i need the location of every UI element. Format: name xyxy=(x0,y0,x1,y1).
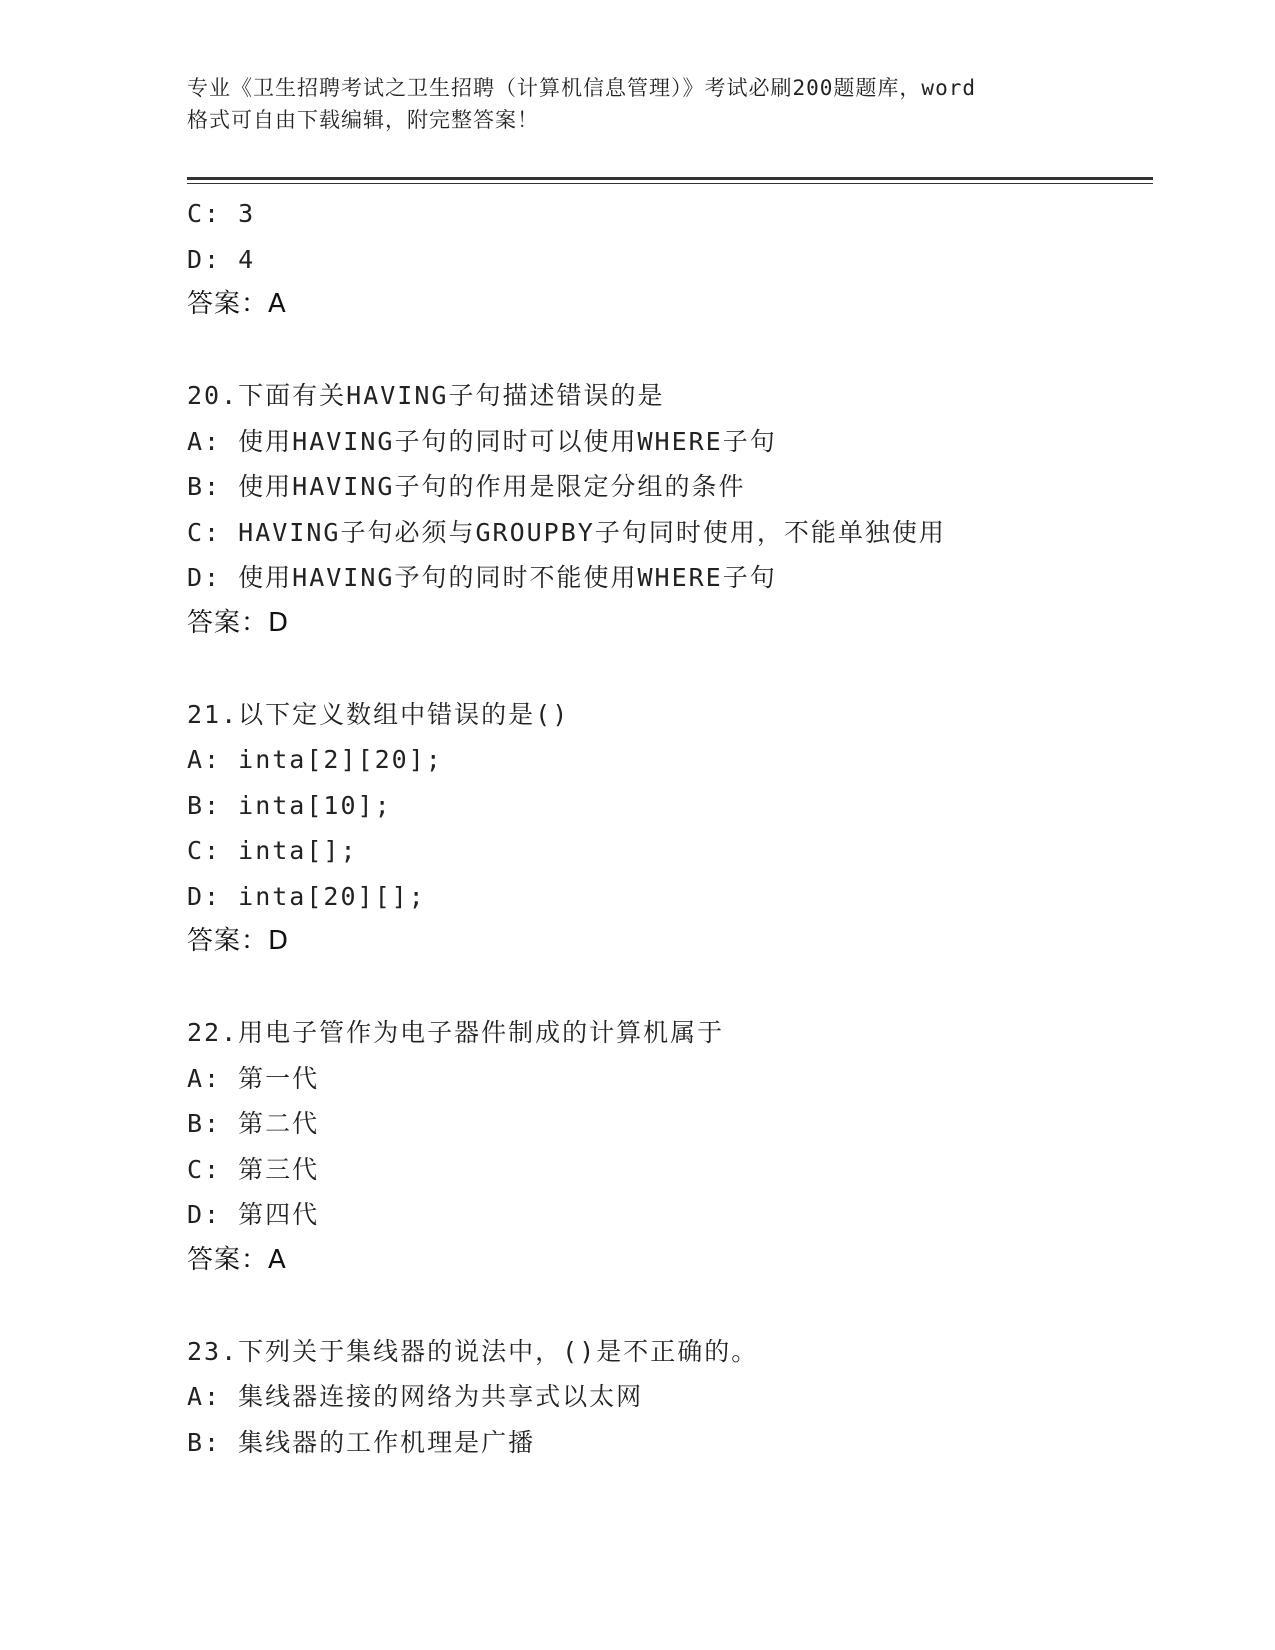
answer-line: 答案：D xyxy=(187,607,290,638)
answer-line: 答案：A xyxy=(187,289,287,319)
option-a: A: 第一代 xyxy=(187,1063,320,1093)
option-b: B: 第二代 xyxy=(187,1109,320,1138)
block-spacer xyxy=(187,1283,1153,1329)
question-stem: 22.用电子管作为电子器件制成的计算机属于 xyxy=(187,1018,725,1047)
question-block xyxy=(187,373,1153,692)
option-c: C: 第三代 xyxy=(187,1154,320,1184)
question-stem: 20.下面有关HAVING子句描述错误的是 xyxy=(187,381,665,410)
option-d: D: 4 xyxy=(187,244,256,274)
question-block xyxy=(187,191,1153,373)
document-header xyxy=(187,72,1087,136)
question-block xyxy=(187,692,1153,1011)
option-b: B: 使用HAVING子句的作用是限定分组的条件 xyxy=(187,472,746,501)
option-c: C: 3 xyxy=(187,199,256,228)
option-b: B: 集线器的工作机理是广播 xyxy=(187,1427,536,1457)
question-stem: 21.以下定义数组中错误的是() xyxy=(187,699,570,729)
answer-line: 答案：A xyxy=(187,1244,287,1275)
question-block xyxy=(187,1010,1153,1329)
option-d: D: 使用HAVING予句的同时不能使用WHERE子句 xyxy=(187,563,777,592)
header-line-1: 专业《卫生招聘考试之卫生招聘（计算机信息管理）》考试必刷200题题库，word xyxy=(187,76,976,100)
option-c: C: HAVING子句必须与GROUPBY子句同时使用，不能单独使用 xyxy=(187,517,946,547)
option-d: D: inta[20][]; xyxy=(187,881,426,911)
header-divider xyxy=(187,177,1153,180)
header-line-2: 格式可自由下载编辑，附完整答案！ xyxy=(187,108,539,132)
option-c: C: inta[]; xyxy=(187,836,358,865)
block-spacer xyxy=(187,646,1153,692)
question-stem: 23.下列关于集线器的说法中，()是不正确的。 xyxy=(187,1336,759,1366)
question-list xyxy=(187,191,1153,1465)
question-block xyxy=(187,1329,1153,1466)
answer-line: 答案：D xyxy=(187,926,290,956)
option-b: B: inta[10]; xyxy=(187,790,392,820)
option-d: D: 第四代 xyxy=(187,1200,320,1229)
block-spacer xyxy=(187,965,1153,1011)
option-a: A: 集线器连接的网络为共享式以太网 xyxy=(187,1382,644,1411)
option-a: A: inta[2][20]; xyxy=(187,745,443,774)
option-a: A: 使用HAVING子句的同时可以使用WHERE子句 xyxy=(187,426,777,456)
header-divider-thin xyxy=(187,183,1153,184)
block-spacer xyxy=(187,328,1153,374)
